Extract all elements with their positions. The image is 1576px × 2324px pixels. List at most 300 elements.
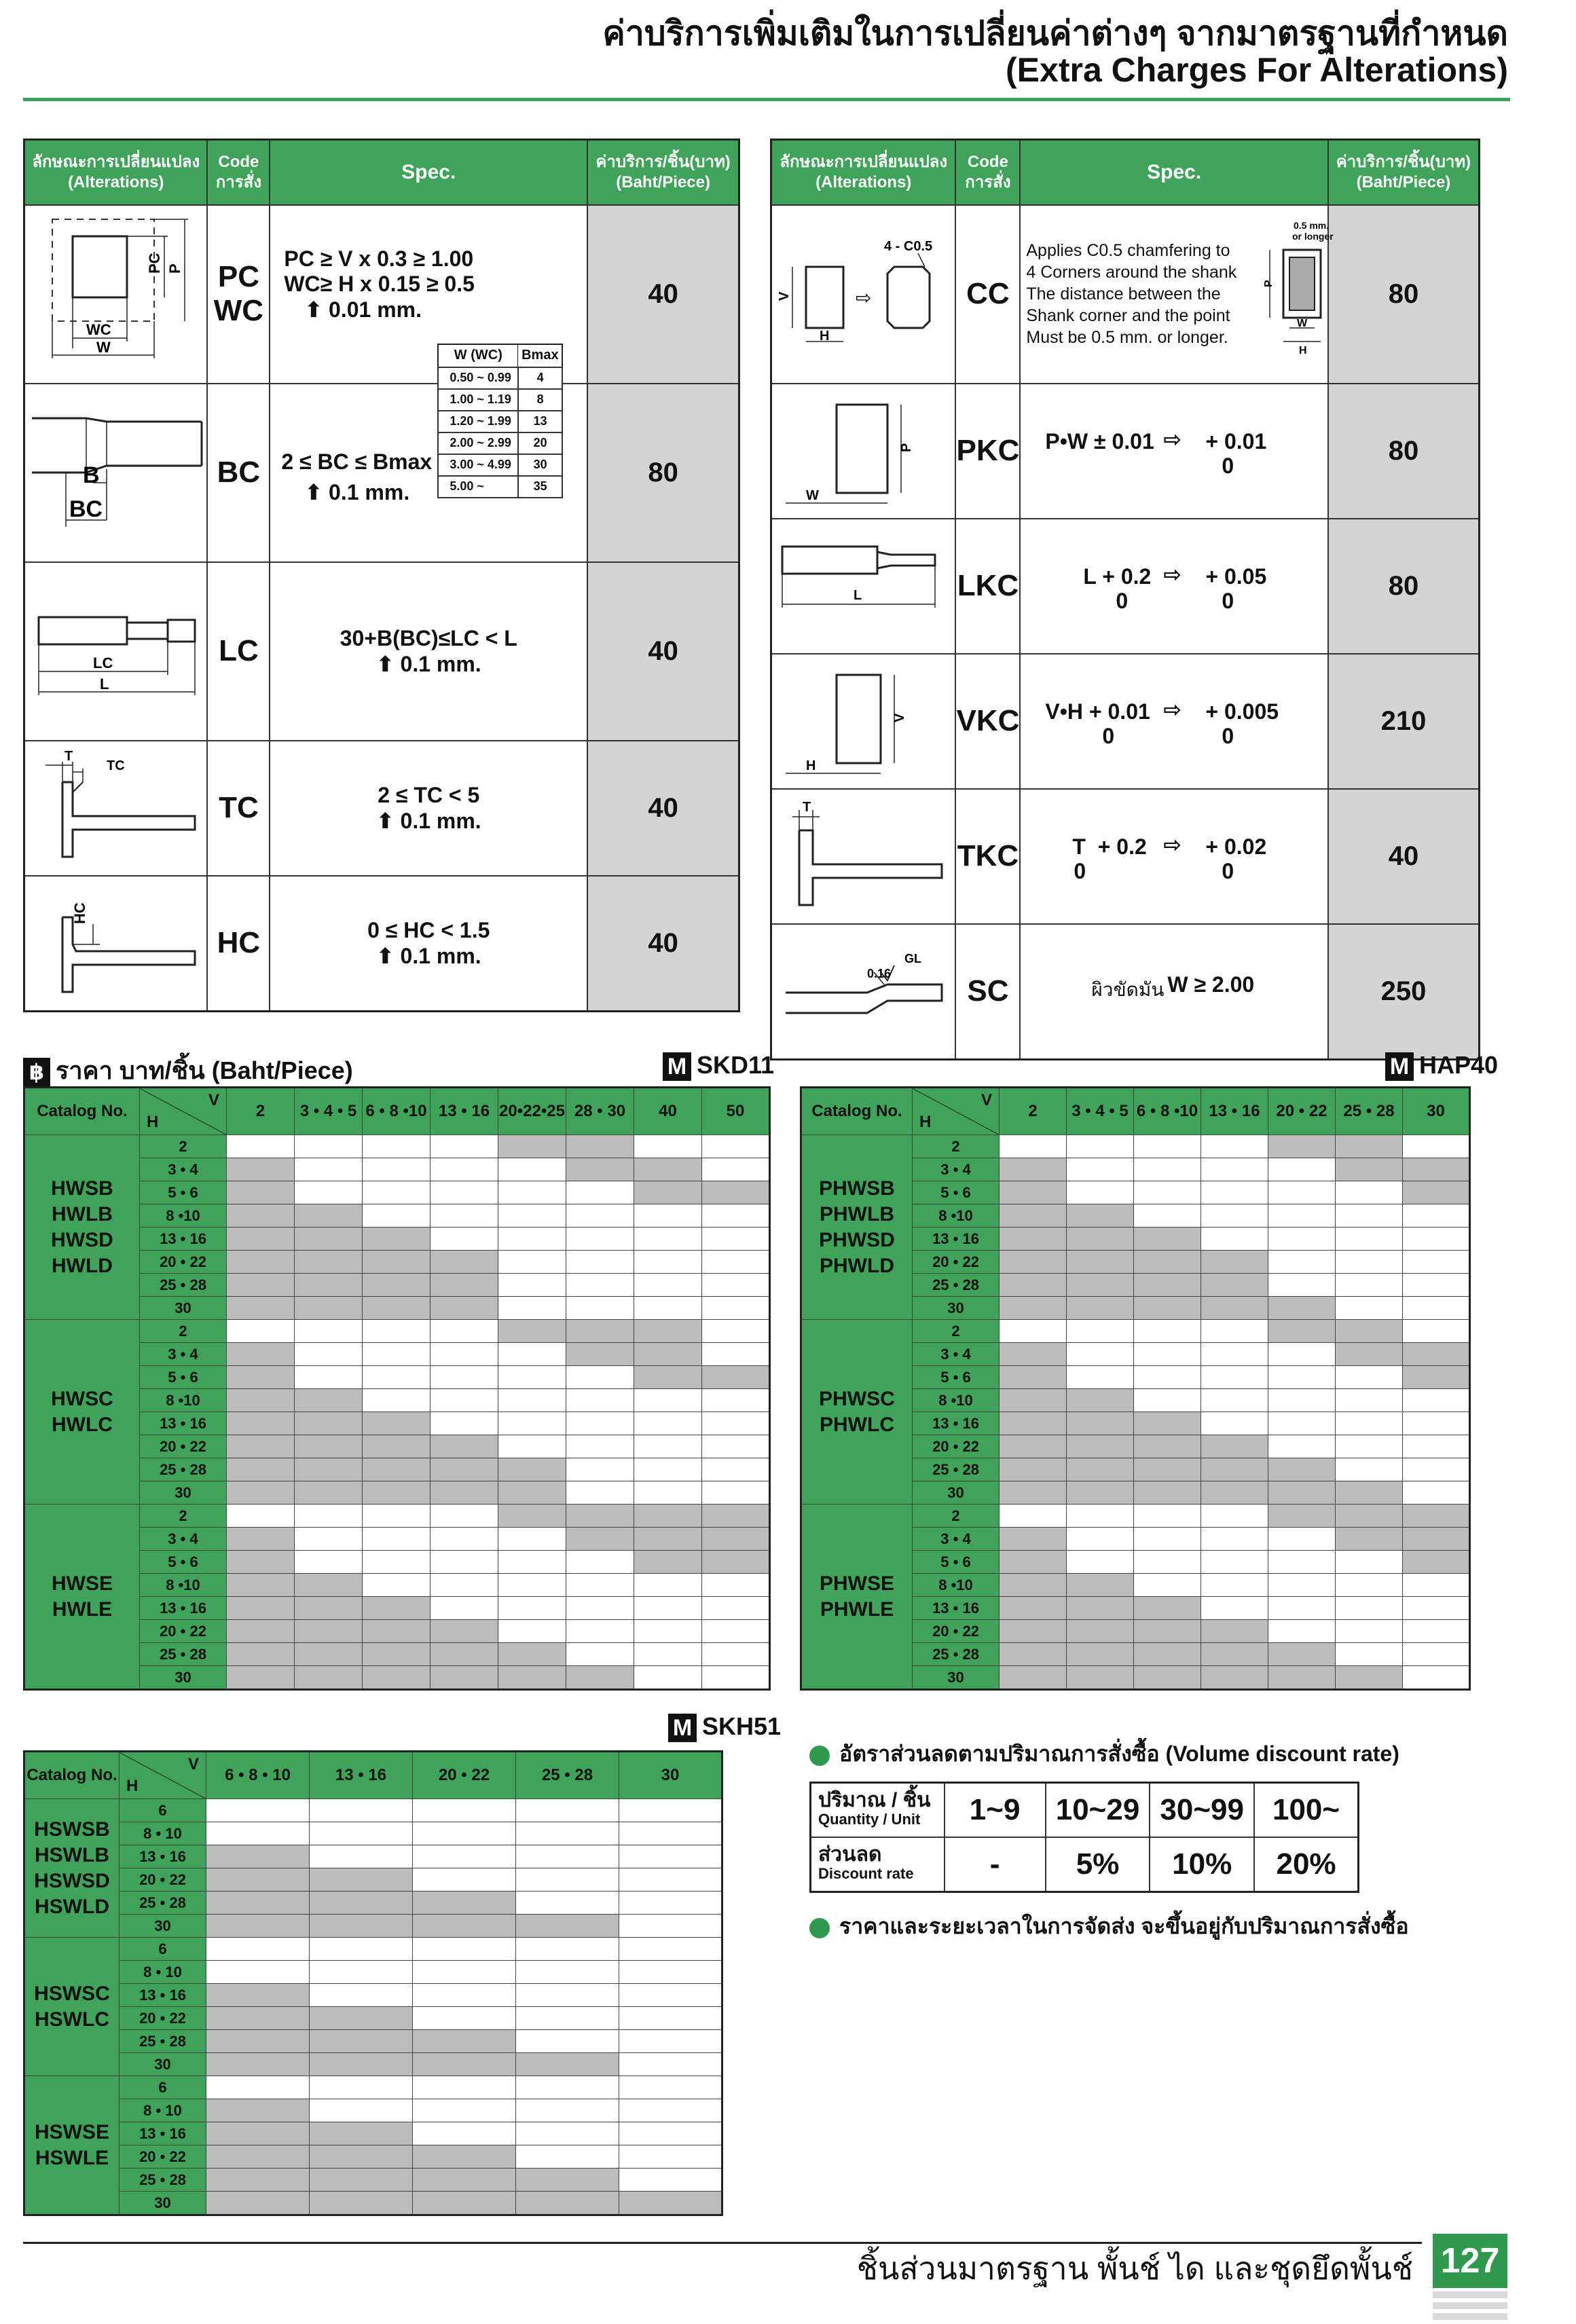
h-value: 30 xyxy=(140,1666,227,1690)
code-bc: BC xyxy=(207,384,270,562)
price-cell xyxy=(619,2122,722,2145)
price-cell xyxy=(1403,1435,1470,1458)
price-cell xyxy=(1000,1389,1067,1412)
tkc-figure xyxy=(771,789,956,924)
h-value: 3 • 4 xyxy=(913,1528,1000,1551)
price-cell xyxy=(1201,1320,1268,1343)
spec-tc: 2 ≤ TC < 5 ⬆ 0.1 mm. xyxy=(270,741,587,876)
price-cell xyxy=(1403,1320,1470,1343)
catalog-group: PHWSC PHWLC xyxy=(801,1320,913,1505)
price-cell xyxy=(619,2192,722,2215)
price-cell xyxy=(498,1181,566,1204)
price-cell xyxy=(498,1135,566,1158)
table-row xyxy=(24,2076,722,2099)
price-cell xyxy=(430,1366,498,1389)
price-cell xyxy=(1201,1135,1268,1158)
price-cell xyxy=(363,1412,430,1435)
h-value: 8 •10 xyxy=(140,1574,227,1597)
price-cell xyxy=(498,1412,566,1435)
discount-title: อัตราส่วนลดตามปริมาณการสั่งซื้อ (Volume discount rate) xyxy=(809,1737,1399,1771)
fig-label-tc: TC xyxy=(107,758,125,773)
price-cell xyxy=(430,1389,498,1412)
price-cell xyxy=(1336,1666,1403,1690)
price-cell xyxy=(634,1158,702,1181)
price-cell xyxy=(206,2169,310,2192)
price-cell xyxy=(619,1915,722,1938)
table-row xyxy=(24,1938,722,1961)
price-cell xyxy=(702,1528,770,1551)
price-cell xyxy=(566,1274,634,1297)
alt-row-bc xyxy=(24,384,739,562)
h-value: 8 • 10 xyxy=(120,1961,206,1984)
price-cell xyxy=(227,1343,295,1366)
price-cell xyxy=(413,2122,516,2145)
price-cell xyxy=(363,1597,430,1620)
price-cell xyxy=(634,1505,702,1528)
price-cell xyxy=(295,1274,363,1297)
price-cell xyxy=(227,1274,295,1297)
h-value: 25 • 28 xyxy=(913,1643,1000,1666)
price-cell xyxy=(1268,1320,1336,1343)
price-cell xyxy=(295,1204,363,1228)
h-value: 8 • 10 xyxy=(120,2099,206,2122)
h-value: 30 xyxy=(913,1297,1000,1320)
price-cell xyxy=(363,1228,430,1251)
bmax-b: 4 xyxy=(518,367,563,389)
h-value: 20 • 22 xyxy=(913,1251,1000,1274)
header-code: Code การสั่ง xyxy=(955,140,1020,205)
price-cell xyxy=(498,1274,566,1297)
fig-label-gl: GL xyxy=(904,951,921,965)
h-value: 20 • 22 xyxy=(120,2145,206,2169)
price-cell xyxy=(1134,1343,1201,1366)
bmax-b: 8 xyxy=(518,389,563,411)
price-cell xyxy=(363,1389,430,1412)
price-cell xyxy=(1134,1297,1201,1320)
price-cell xyxy=(702,1251,770,1274)
alt-row-pc xyxy=(24,205,739,384)
h-value: 5 • 6 xyxy=(913,1551,1000,1574)
h-value: 6 xyxy=(120,2076,206,2099)
price-cell xyxy=(1268,1528,1336,1551)
h-value: 8 • 10 xyxy=(120,1822,206,1845)
price-cell xyxy=(634,1458,702,1481)
price-cell xyxy=(295,1297,363,1320)
price-cell xyxy=(566,1458,634,1481)
spec-cc: Applies C0.5 chamfering to 4 Corners around the shank The distance between the Shank corner and the point Must be 0.5 mm. or longer. 0.5 mm. or longer P W H xyxy=(1020,205,1328,384)
price-cell xyxy=(206,2122,310,2145)
h-value: 25 • 28 xyxy=(120,2030,206,2053)
price-cell xyxy=(1268,1620,1336,1643)
page-number: 127 xyxy=(1433,2234,1507,2288)
discount-rate: - xyxy=(945,1837,1046,1892)
price-cell xyxy=(498,1551,566,1574)
price-cell xyxy=(1403,1412,1470,1435)
price-cell xyxy=(310,2192,413,2215)
h-value: 2 xyxy=(140,1320,227,1343)
price-cell xyxy=(295,1320,363,1343)
fig-label-wc: WC xyxy=(86,320,111,338)
price-cell xyxy=(1336,1274,1403,1297)
price-cell xyxy=(206,2099,310,2122)
cc-figure xyxy=(771,205,956,384)
arrow-right-icon: ⇨ xyxy=(1163,697,1182,722)
pkc-figure xyxy=(771,384,956,519)
price-cell xyxy=(413,1915,516,1938)
catalog-group: HWSE HWLE xyxy=(24,1505,140,1690)
footer-text: ชิ้นส่วนมาตรฐาน พั้นช์ ได และชุดยึดพั้นช์ xyxy=(856,2251,1413,2286)
catalog-group: PHWSE PHWLE xyxy=(801,1505,913,1690)
header-v-value: 13 • 16 xyxy=(1201,1088,1268,1135)
price-cell xyxy=(634,1228,702,1251)
price-cell xyxy=(498,1505,566,1528)
discount-qty-label: ปริมาณ / ชิ้น Quantity / Unit xyxy=(811,1783,945,1838)
price-cell xyxy=(1336,1228,1403,1251)
price-cell xyxy=(1067,1574,1134,1597)
price-cell xyxy=(430,1666,498,1690)
price-cell xyxy=(310,1892,413,1915)
price-cell xyxy=(1403,1135,1470,1158)
price-cell xyxy=(1134,1158,1201,1181)
fig-label-w: W xyxy=(1296,317,1308,329)
price-cell xyxy=(430,1643,498,1666)
price-cell xyxy=(702,1551,770,1574)
header-v-value: 6 • 8 • 10 xyxy=(206,1752,310,1799)
price-cell xyxy=(1134,1481,1201,1505)
price-cell xyxy=(516,2007,619,2030)
discount-qty: 100~ xyxy=(1254,1783,1358,1838)
fig-label-pc: PC xyxy=(146,252,163,274)
price-cell xyxy=(702,1643,770,1666)
price-cell xyxy=(1268,1251,1336,1274)
page-decoration xyxy=(1433,2291,1507,2324)
price-cell xyxy=(702,1574,770,1597)
price-cell xyxy=(1067,1666,1134,1690)
price-cell xyxy=(1134,1458,1201,1481)
price-cell xyxy=(1403,1505,1470,1528)
price-cell xyxy=(1201,1343,1268,1366)
h-value: 2 xyxy=(913,1505,1000,1528)
price-cell xyxy=(227,1528,295,1551)
alt-row-tc xyxy=(24,741,739,876)
price-cell xyxy=(1201,1435,1268,1458)
h-value: 30 xyxy=(140,1297,227,1320)
price-cell xyxy=(227,1251,295,1274)
code-vkc: VKC xyxy=(955,654,1020,789)
skh51-table xyxy=(23,1750,723,2216)
alterations-table-left xyxy=(23,139,740,1012)
price-cell xyxy=(1067,1228,1134,1251)
price-cell xyxy=(310,1799,413,1822)
price-cell xyxy=(310,1822,413,1845)
table-row xyxy=(801,1135,1470,1158)
price-section-title: ฿ ราคา บาท/ชิ้น (Baht/Piece) xyxy=(23,1051,353,1090)
spec-lkc: L + 0.2 0 ⇨ + 0.05 0 xyxy=(1020,519,1328,654)
discount-qty: 10~29 xyxy=(1046,1783,1150,1838)
price-cell xyxy=(295,1666,363,1690)
alt-row-vkc xyxy=(771,654,1480,789)
price-cell xyxy=(702,1505,770,1528)
header-code: Code การสั่ง xyxy=(207,140,270,205)
fig-label-05: 0.5 mm. xyxy=(1293,219,1330,231)
price-cell xyxy=(1336,1505,1403,1528)
fig-label-t: T xyxy=(803,799,811,815)
price-cell xyxy=(413,1892,516,1915)
price-cell xyxy=(1067,1528,1134,1551)
price-cell xyxy=(1067,1181,1134,1204)
price-cell xyxy=(1000,1528,1067,1551)
price-cell xyxy=(363,1343,430,1366)
bmax-w: 1.20 ~ 1.99 xyxy=(438,411,518,432)
header-catalog: Catalog No. xyxy=(801,1088,913,1135)
header-v-h: V H xyxy=(913,1088,1000,1135)
header-v-value: 20 • 22 xyxy=(413,1752,516,1799)
up-arrow-icon: ⬆ xyxy=(304,479,323,504)
table-row xyxy=(24,2099,722,2122)
h-value: 8 •10 xyxy=(140,1204,227,1228)
price-cell xyxy=(566,1666,634,1690)
spec-sc: ผิวขัดมัน W ≥ 2.00 xyxy=(1020,924,1328,1060)
fig-label-t: T xyxy=(65,748,73,764)
price-cell xyxy=(498,1320,566,1343)
price-cell xyxy=(413,2099,516,2122)
discount-rate-label: ส่วนลด Discount rate xyxy=(811,1837,945,1892)
price-cell xyxy=(1336,1320,1403,1343)
price-cell xyxy=(413,1938,516,1961)
price-cell xyxy=(566,1251,634,1274)
price-cell xyxy=(430,1505,498,1528)
price-cell xyxy=(227,1389,295,1412)
price-cell xyxy=(430,1135,498,1158)
alt-row-lc xyxy=(24,562,739,741)
price-pkc: 80 xyxy=(1328,384,1480,519)
price-cell xyxy=(1000,1551,1067,1574)
price-sc: 250 xyxy=(1328,924,1480,1060)
price-cell xyxy=(413,2192,516,2215)
price-cell xyxy=(1336,1412,1403,1435)
table-row xyxy=(24,1320,770,1343)
h-value: 8 •10 xyxy=(913,1389,1000,1412)
bmax-head-b: Bmax xyxy=(518,344,563,367)
vkc-figure xyxy=(771,654,956,789)
baht-icon: ฿ xyxy=(23,1058,50,1086)
price-cell xyxy=(227,1481,295,1505)
header-v-h: V H xyxy=(140,1088,227,1135)
price-cell xyxy=(1403,1574,1470,1597)
price-cell xyxy=(206,1961,310,1984)
fig-label-l: L xyxy=(100,675,109,693)
table-row xyxy=(24,1822,722,1845)
bmax-b: 13 xyxy=(518,411,563,432)
code-hc: HC xyxy=(207,876,270,1012)
h-value: 25 • 28 xyxy=(140,1458,227,1481)
price-cell xyxy=(702,1297,770,1320)
price-cell xyxy=(413,1822,516,1845)
price-cell xyxy=(1201,1666,1268,1690)
price-cell xyxy=(566,1551,634,1574)
fig-label-bc: BC xyxy=(69,496,103,522)
price-cell xyxy=(634,1643,702,1666)
price-cell xyxy=(1268,1228,1336,1251)
price-cell xyxy=(430,1343,498,1366)
price-cell xyxy=(363,1551,430,1574)
price-cell xyxy=(413,1799,516,1822)
price-cell xyxy=(1336,1574,1403,1597)
price-cell xyxy=(516,2145,619,2169)
price-cell xyxy=(1067,1643,1134,1666)
price-cell xyxy=(498,1666,566,1690)
h-value: 30 xyxy=(140,1481,227,1505)
fig-label-chamfer: 4 - C0.5 xyxy=(884,238,933,254)
price-cell xyxy=(295,1158,363,1181)
h-value: 25 • 28 xyxy=(913,1458,1000,1481)
price-cell xyxy=(1000,1597,1067,1620)
header-catalog: Catalog No. xyxy=(24,1752,120,1799)
h-value: 8 •10 xyxy=(913,1204,1000,1228)
price-cell xyxy=(295,1643,363,1666)
fig-label-016: 0.16 xyxy=(867,966,892,980)
price-cell xyxy=(702,1366,770,1389)
price-cc: 80 xyxy=(1328,205,1480,384)
price-cell xyxy=(363,1620,430,1643)
price-cell xyxy=(1201,1574,1268,1597)
header-alterations: ลักษณะการเปลี่ยนแปลง (Alterations) xyxy=(24,140,208,205)
price-cell xyxy=(516,2030,619,2053)
price-cell xyxy=(634,1204,702,1228)
price-cell xyxy=(1000,1366,1067,1389)
price-cell xyxy=(634,1551,702,1574)
price-cell xyxy=(516,1845,619,1868)
price-cell xyxy=(1268,1135,1336,1158)
h-value: 2 xyxy=(140,1505,227,1528)
price-cell xyxy=(566,1297,634,1320)
price-cell xyxy=(1067,1135,1134,1158)
price-tkc: 40 xyxy=(1328,789,1480,924)
price-cell xyxy=(1336,1435,1403,1458)
alt-row-cc xyxy=(771,205,1480,384)
price-cell xyxy=(295,1528,363,1551)
h-value: 5 • 6 xyxy=(913,1181,1000,1204)
price-cell xyxy=(430,1204,498,1228)
price-cell xyxy=(498,1343,566,1366)
price-cell xyxy=(619,1961,722,1984)
h-value: 20 • 22 xyxy=(140,1620,227,1643)
spec-tkc: T + 0.2 0 ⇨ + 0.02 0 xyxy=(1020,789,1328,924)
price-cell xyxy=(516,2169,619,2192)
header-v-value: 25 • 28 xyxy=(1336,1088,1403,1135)
price-cell xyxy=(430,1574,498,1597)
h-value: 3 • 4 xyxy=(140,1343,227,1366)
price-cell xyxy=(566,1158,634,1181)
header-v-value: 13 • 16 xyxy=(310,1752,413,1799)
table-row xyxy=(24,1984,722,2007)
price-cell xyxy=(566,1343,634,1366)
price-cell xyxy=(413,2007,516,2030)
price-cell xyxy=(295,1343,363,1366)
price-cell xyxy=(1336,1458,1403,1481)
h-value: 30 xyxy=(120,2053,206,2076)
price-cell xyxy=(1268,1435,1336,1458)
header-alterations: ลักษณะการเปลี่ยนแปลง (Alterations) xyxy=(771,140,956,205)
price-cell xyxy=(1000,1343,1067,1366)
price-cell xyxy=(1336,1597,1403,1620)
price-cell xyxy=(1403,1481,1470,1505)
discount-qty: 30~99 xyxy=(1150,1783,1254,1838)
price-cell xyxy=(1134,1320,1201,1343)
h-value: 13 • 16 xyxy=(140,1228,227,1251)
h-value: 20 • 22 xyxy=(120,2007,206,2030)
table-row xyxy=(24,2169,722,2192)
h-value: 25 • 28 xyxy=(120,1892,206,1915)
price-cell xyxy=(702,1181,770,1204)
header-v-value: 6 • 8 •10 xyxy=(1134,1088,1201,1135)
price-bc: 80 xyxy=(587,384,739,562)
price-cell xyxy=(430,1251,498,1274)
header-v-value: 50 xyxy=(702,1088,770,1135)
price-cell xyxy=(498,1251,566,1274)
table-row xyxy=(24,2030,722,2053)
h-value: 2 xyxy=(913,1135,1000,1158)
price-cell xyxy=(516,2076,619,2099)
price-cell xyxy=(413,1868,516,1892)
price-cell xyxy=(363,1481,430,1505)
price-cell xyxy=(619,1984,722,2007)
price-cell xyxy=(1403,1343,1470,1366)
price-cell xyxy=(1403,1389,1470,1412)
header-price: ค่าบริการ/ชิ้น(บาท) (Baht/Piece) xyxy=(1328,140,1480,205)
header-v-value: 30 xyxy=(1403,1088,1470,1135)
price-cell xyxy=(1403,1666,1470,1690)
price-cell xyxy=(227,1551,295,1574)
price-cell xyxy=(430,1597,498,1620)
h-value: 30 xyxy=(913,1481,1000,1505)
price-cell xyxy=(1403,1181,1470,1204)
price-cell xyxy=(1134,1666,1201,1690)
price-cell xyxy=(566,1435,634,1458)
header-v-value: 30 xyxy=(619,1752,722,1799)
bmax-w: 1.00 ~ 1.19 xyxy=(438,389,518,411)
price-cell xyxy=(1134,1135,1201,1158)
h-value: 13 • 16 xyxy=(120,1984,206,2007)
fig-label-p: P xyxy=(899,443,914,452)
price-cell xyxy=(566,1597,634,1620)
price-cell xyxy=(634,1135,702,1158)
price-cell xyxy=(1403,1228,1470,1251)
price-cell xyxy=(363,1643,430,1666)
price-cell xyxy=(363,1458,430,1481)
price-cell xyxy=(1336,1204,1403,1228)
price-cell xyxy=(363,1528,430,1551)
price-cell xyxy=(566,1204,634,1228)
price-cell xyxy=(206,2192,310,2215)
discount-qty: 1~9 xyxy=(945,1783,1046,1838)
price-lkc: 80 xyxy=(1328,519,1480,654)
header-v-value: 2 xyxy=(227,1088,295,1135)
price-cell xyxy=(206,2076,310,2099)
header-catalog: Catalog No. xyxy=(24,1088,140,1135)
discount-rate: 10% xyxy=(1150,1837,1254,1892)
price-cell xyxy=(1403,1158,1470,1181)
table-row xyxy=(24,1961,722,1984)
page-title-thai: ค่าบริการเพิ่มเติมในการเปลี่ยนค่าต่างๆ จากมาตรฐานที่กำหนด xyxy=(602,14,1508,52)
price-cell xyxy=(206,1845,310,1868)
up-arrow-icon: ⬆ xyxy=(304,297,323,322)
price-cell xyxy=(498,1204,566,1228)
material-label-skd11: M SKD11 xyxy=(663,1051,774,1081)
table-row xyxy=(24,1868,722,1892)
price-cell xyxy=(227,1412,295,1435)
h-value: 13 • 16 xyxy=(120,1845,206,1868)
